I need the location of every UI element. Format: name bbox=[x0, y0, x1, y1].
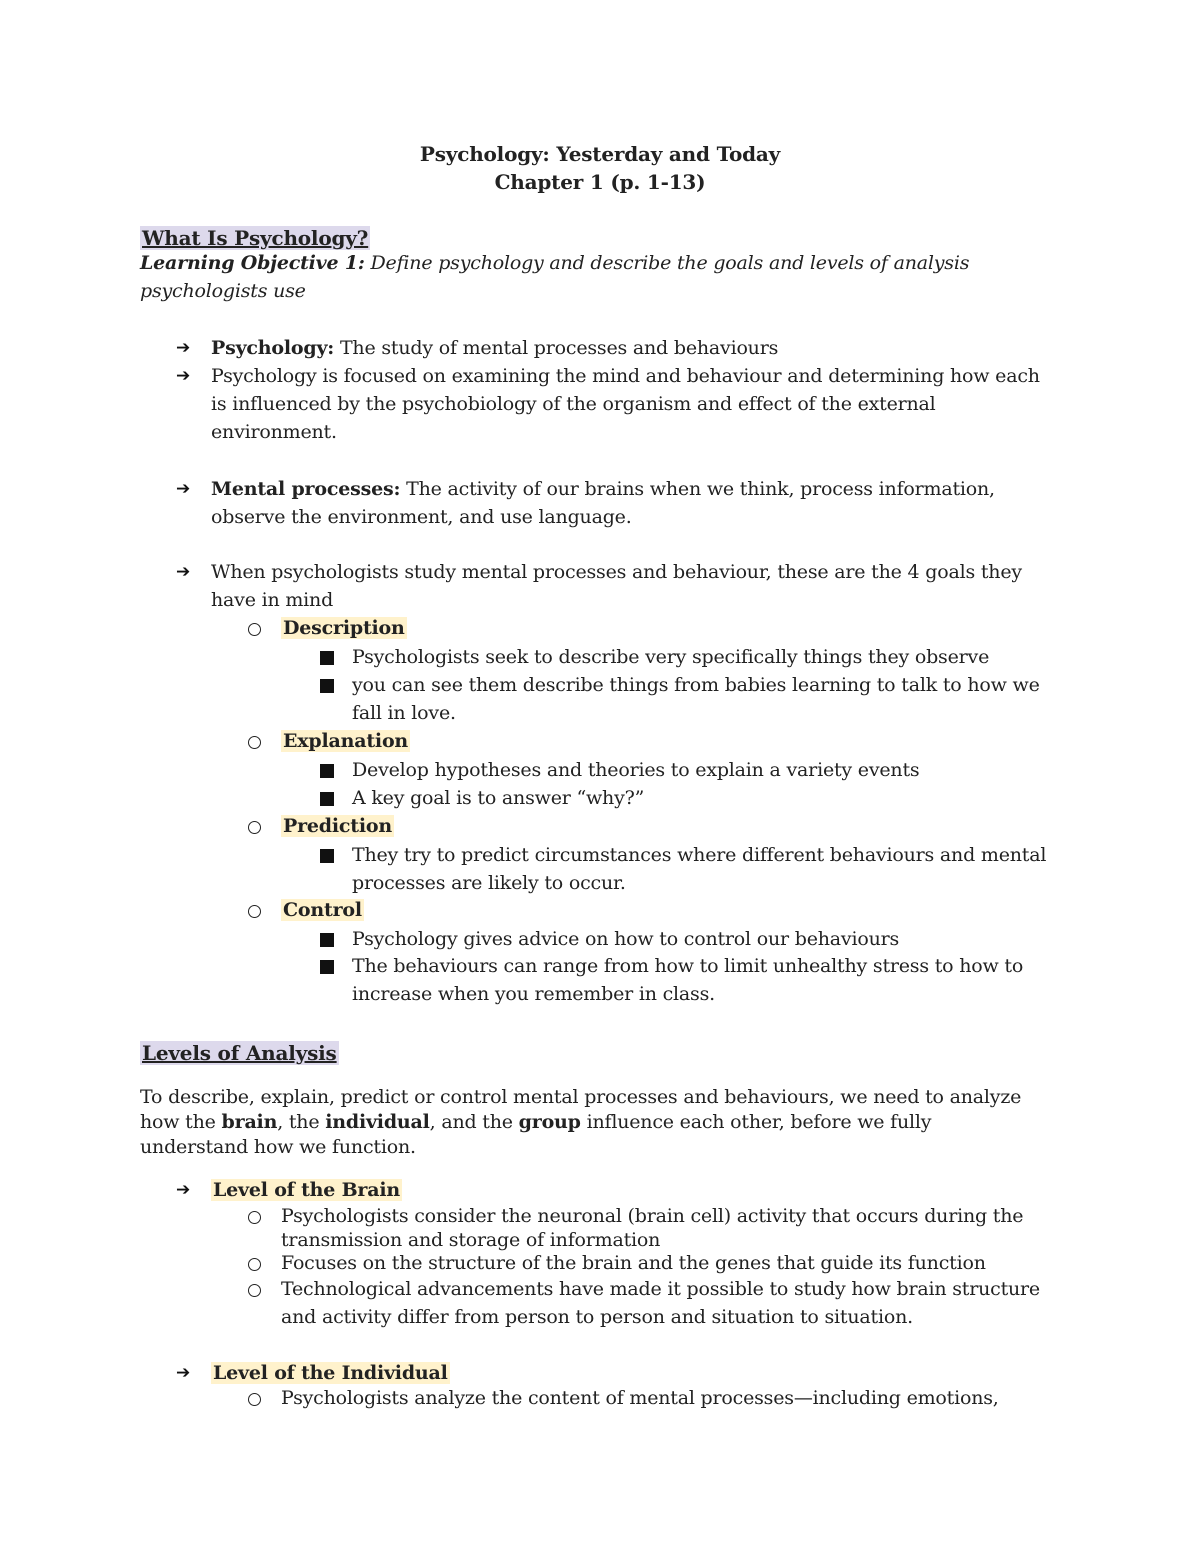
levels-intro-line2 bbox=[140, 1109, 931, 1135]
arrow-bullet-icon: ➔ bbox=[176, 1363, 191, 1383]
objective-text-cont: psychologists use bbox=[140, 280, 306, 302]
bullet-focus-line2: is influenced by the psychobiology of the organism and effect of the external bbox=[211, 393, 936, 415]
doc-title: Psychology: Yesterday and Today bbox=[419, 142, 781, 166]
circle-bullet-icon bbox=[248, 1284, 261, 1297]
goal-description-point2-cont: fall in love. bbox=[352, 702, 456, 724]
goal-description bbox=[281, 615, 407, 641]
goal-control bbox=[281, 897, 364, 923]
arrow-bullet-icon: ➔ bbox=[176, 338, 191, 358]
section-heading-text: Levels of Analysis bbox=[142, 1041, 337, 1065]
square-bullet-icon bbox=[320, 933, 334, 947]
objective-text: Define psychology and describe the goals and levels of analysis bbox=[364, 252, 970, 274]
intro-text: , the bbox=[277, 1111, 326, 1133]
term-mental-processes: Mental processes: bbox=[211, 478, 401, 500]
bullet-goals-line2: have in mind bbox=[211, 589, 334, 611]
intro-text: , and the bbox=[429, 1111, 519, 1133]
level-brain-point1-cont: transmission and storage of information bbox=[281, 1229, 661, 1251]
goal-description-label: Description bbox=[283, 617, 405, 639]
level-individual-point1: Psychologists analyze the content of mental processes—including emotions, bbox=[281, 1387, 999, 1409]
bullet-focus-line3: environment. bbox=[211, 421, 337, 443]
level-brain-label: Level of the Brain bbox=[213, 1179, 400, 1201]
circle-bullet-icon bbox=[248, 1211, 261, 1224]
goal-control-point1: Psychology gives advice on how to control our behaviours bbox=[352, 928, 900, 950]
level-brain bbox=[211, 1177, 402, 1203]
term-psychology: Psychology: bbox=[211, 337, 335, 359]
goal-description-point1: Psychologists seek to describe very specifically things they observe bbox=[352, 646, 990, 668]
doc-subtitle: Chapter 1 (p. 1-13) bbox=[494, 170, 706, 194]
arrow-bullet-icon: ➔ bbox=[176, 1180, 191, 1200]
circle-bullet-icon bbox=[248, 905, 261, 918]
square-bullet-icon bbox=[320, 960, 334, 974]
learning-objective-cont bbox=[140, 278, 306, 304]
square-bullet-icon bbox=[320, 651, 334, 665]
def-psychology: The study of mental processes and behaviours bbox=[334, 337, 779, 359]
section-heading-levels-of-analysis bbox=[140, 1040, 339, 1067]
goal-explanation-point1: Develop hypotheses and theories to explain a variety events bbox=[352, 759, 920, 781]
bullet-focus-line1: Psychology is focused on examining the mind and behaviour and determining how each bbox=[211, 365, 1040, 387]
level-brain-point3: Technological advancements have made it possible to study how brain structure bbox=[281, 1278, 1040, 1300]
section-heading-text: What Is Psychology? bbox=[142, 226, 369, 250]
bullet-goals-line1: When psychologists study mental processes and behaviour, these are the 4 goals they bbox=[211, 561, 1022, 583]
square-bullet-icon bbox=[320, 679, 334, 693]
goal-prediction bbox=[281, 813, 394, 839]
intro-text: influence each other, before we fully bbox=[580, 1111, 932, 1133]
goal-control-point2-cont: increase when you remember in class. bbox=[352, 983, 715, 1005]
intro-term-brain: brain bbox=[221, 1111, 278, 1133]
square-bullet-icon bbox=[320, 792, 334, 806]
level-individual-label: Level of the Individual bbox=[213, 1362, 448, 1384]
bullet-mental-processes-line2: observe the environment, and use language. bbox=[211, 506, 632, 528]
circle-bullet-icon bbox=[248, 1258, 261, 1271]
goal-explanation-label: Explanation bbox=[283, 730, 409, 752]
circle-bullet-icon bbox=[248, 821, 261, 834]
arrow-bullet-icon: ➔ bbox=[176, 366, 191, 386]
bullet-mental-processes bbox=[211, 476, 995, 502]
levels-intro-line1: To describe, explain, predict or control mental processes and behaviours, we need to analyze bbox=[140, 1086, 1022, 1108]
goal-prediction-point1: They try to predict circumstances where different behaviours and mental bbox=[352, 844, 1047, 866]
square-bullet-icon bbox=[320, 849, 334, 863]
goal-prediction-point1-cont: processes are likely to occur. bbox=[352, 872, 626, 894]
goal-prediction-label: Prediction bbox=[283, 815, 392, 837]
def-mental-processes: The activity of our brains when we think, process information, bbox=[400, 478, 995, 500]
circle-bullet-icon bbox=[248, 736, 261, 749]
arrow-bullet-icon: ➔ bbox=[176, 479, 191, 499]
goal-control-label: Control bbox=[283, 899, 362, 921]
intro-term-group: group bbox=[518, 1111, 581, 1133]
objective-label: Learning Objective 1: bbox=[140, 252, 365, 274]
level-brain-point2: Focuses on the structure of the brain and the genes that guide its function bbox=[281, 1252, 986, 1274]
level-brain-point1: Psychologists consider the neuronal (brain cell) activity that occurs during the bbox=[281, 1205, 1024, 1227]
circle-bullet-icon bbox=[248, 623, 261, 636]
levels-intro-line3: understand how we function. bbox=[140, 1136, 416, 1158]
level-individual bbox=[211, 1360, 450, 1386]
arrow-bullet-icon: ➔ bbox=[176, 562, 191, 582]
goal-explanation bbox=[281, 728, 410, 754]
bullet-psychology bbox=[211, 335, 778, 361]
square-bullet-icon bbox=[320, 764, 334, 778]
intro-text: how the bbox=[140, 1111, 222, 1133]
circle-bullet-icon bbox=[248, 1393, 261, 1406]
intro-term-individual: individual bbox=[325, 1111, 430, 1133]
goal-description-point2: you can see them describe things from babies learning to talk to how we bbox=[352, 674, 1040, 696]
section-heading-what-is-psychology bbox=[140, 225, 370, 252]
goal-explanation-point2: A key goal is to answer “why?” bbox=[352, 787, 645, 809]
goal-control-point2: The behaviours can range from how to limit unhealthy stress to how to bbox=[352, 955, 1024, 977]
learning-objective bbox=[140, 250, 969, 276]
level-brain-point3-cont: and activity differ from person to person and situation to situation. bbox=[281, 1306, 913, 1328]
